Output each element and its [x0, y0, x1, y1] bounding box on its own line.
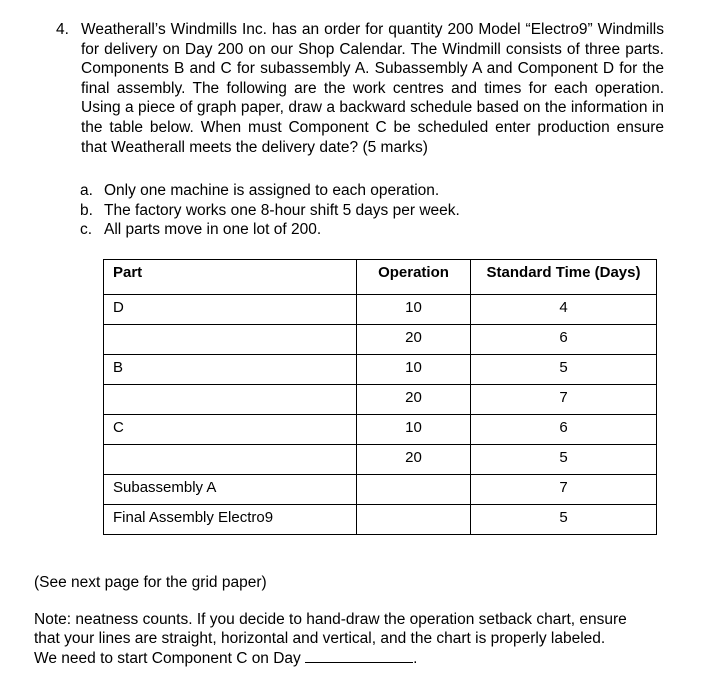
answer-line: [34, 648, 674, 669]
cell-operation: [357, 505, 471, 535]
cell-time: 5: [471, 355, 657, 385]
list-marker: a.: [80, 182, 93, 199]
cell-part: Final Assembly Electro9: [104, 505, 357, 535]
cell-part: D: [104, 295, 357, 325]
operations-table: [103, 259, 657, 535]
table-row: [104, 445, 657, 475]
question-text: Weatherall’s Windmills Inc. has an order for quantity 200 Model “Electro9” Windmills for delivery on Day 200 on our Shop Calendar. The Windmill consists of three parts. Components B and C for subassembly A. Subassembly A and Component D for the final assembly. The following are the work centres and times for each operation. Using a piece of graph paper, draw a backward schedule based on the information in the table below. When must Component C be scheduled enter production ensure that Weatherall meets the delivery date? (5 marks): [81, 21, 664, 156]
cell-operation: 10: [357, 295, 471, 325]
note-line-2: that your lines are straight, horizontal and vertical, and the chart is properly labeled.: [34, 629, 606, 647]
list-item: [80, 201, 460, 221]
list-text: The factory works one 8-hour shift 5 days per week.: [104, 201, 460, 219]
list-item: [80, 220, 460, 240]
list-text: Only one machine is assigned to each operation.: [104, 182, 440, 199]
cell-time: 6: [471, 325, 657, 355]
see-next-page-note: (See next page for the grid paper): [34, 574, 267, 591]
answer-blank[interactable]: [305, 648, 413, 663]
cell-time: 7: [471, 475, 657, 505]
header-operation: Operation: [357, 260, 471, 295]
table-row: [104, 475, 657, 505]
list-text: All parts move in one lot of 200.: [104, 221, 322, 239]
list-marker: b.: [80, 201, 93, 219]
cell-operation: 20: [357, 445, 471, 475]
cell-part: B: [104, 355, 357, 385]
list-item: [80, 181, 460, 201]
header-standard-time: Standard Time (Days): [471, 260, 657, 295]
answer-prefix: We need to start Component C on Day: [34, 650, 301, 667]
table-row: [104, 385, 657, 415]
cell-operation: [357, 475, 471, 505]
cell-part: Subassembly A: [104, 475, 357, 505]
cell-time: 5: [471, 445, 657, 475]
header-part: Part: [104, 260, 357, 295]
assumptions-list: [80, 181, 460, 240]
cell-part: [104, 445, 357, 475]
cell-time: 7: [471, 385, 657, 415]
cell-part: [104, 385, 357, 415]
cell-operation: 10: [357, 355, 471, 385]
cell-part: [104, 325, 357, 355]
cell-operation: 20: [357, 325, 471, 355]
table-row: [104, 325, 657, 355]
cell-time: 5: [471, 505, 657, 535]
note-line-1: Note: neatness counts. If you decide to hand-draw the operation setback chart, ensure: [34, 611, 627, 628]
table-row: [104, 505, 657, 535]
cell-time: 4: [471, 295, 657, 325]
table-row: [104, 355, 657, 385]
cell-operation: 10: [357, 415, 471, 445]
table-header-row: [104, 260, 657, 295]
list-marker: c.: [80, 221, 93, 239]
cell-time: 6: [471, 415, 657, 445]
question-number: 4.: [56, 21, 69, 38]
answer-suffix: .: [413, 650, 418, 667]
cell-part: C: [104, 415, 357, 445]
table-row: [104, 295, 657, 325]
table-row: [104, 415, 657, 445]
cell-operation: 20: [357, 385, 471, 415]
neatness-note: [34, 611, 674, 669]
question-4: [56, 20, 664, 157]
